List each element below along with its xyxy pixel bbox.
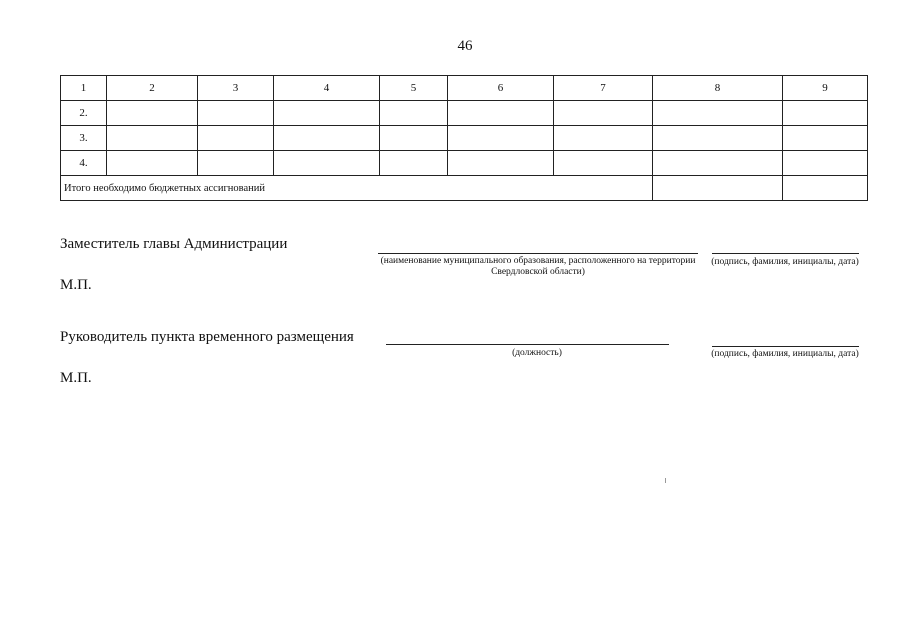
page-number: 46 [457, 38, 473, 54]
table-cell [448, 101, 554, 126]
table-cell [783, 176, 868, 201]
table-row [61, 101, 868, 126]
table-cell [380, 151, 448, 176]
table-cell [653, 126, 783, 151]
table-cell [274, 151, 380, 176]
table-cell [107, 101, 198, 126]
scan-speck [665, 478, 666, 483]
table-header-row [61, 76, 868, 101]
org-name-line [378, 253, 698, 254]
head-title: Руководитель пункта временного размещения [60, 329, 354, 345]
header-cell: 7 [554, 76, 653, 101]
table-cell [783, 126, 868, 151]
table-cell [554, 126, 653, 151]
header-cell: 1 [61, 76, 107, 101]
head-signature-caption: (подпись, фамилия, инициалы, дата) [711, 349, 859, 359]
table-cell [783, 101, 868, 126]
header-cell: 3 [198, 76, 274, 101]
header-cell: 4 [274, 76, 380, 101]
deputy-signature-caption: (подпись, фамилия, инициалы, дата) [711, 257, 859, 267]
row-number: 2. [61, 101, 107, 126]
table-cell [380, 126, 448, 151]
deputy-signature-line [712, 253, 859, 254]
table-cell [380, 101, 448, 126]
header-cell: 2 [107, 76, 198, 101]
total-label: Итого необходимо бюджетных ассигнований [61, 176, 653, 201]
deputy-stamp-mark: М.П. [60, 277, 92, 293]
deputy-title: Заместитель главы Администрации [60, 236, 288, 252]
table-total-row [61, 176, 868, 201]
table-cell [554, 151, 653, 176]
table-cell [198, 151, 274, 176]
table-cell [274, 101, 380, 126]
position-line [386, 344, 669, 345]
table-cell [653, 176, 783, 201]
table-cell [653, 101, 783, 126]
table-cell [198, 101, 274, 126]
head-stamp-mark: М.П. [60, 370, 92, 386]
org-name-caption: (наименование муниципального образования, расположенного на территории Свердловской области) [380, 256, 696, 277]
table-cell [274, 126, 380, 151]
table-row [61, 126, 868, 151]
table-cell [554, 101, 653, 126]
header-cell: 8 [653, 76, 783, 101]
table-cell [448, 126, 554, 151]
position-caption: (должность) [512, 348, 562, 358]
table-cell [107, 151, 198, 176]
table-cell [198, 126, 274, 151]
table-cell [448, 151, 554, 176]
table-cell [107, 126, 198, 151]
table-row [61, 151, 868, 176]
header-cell: 9 [783, 76, 868, 101]
table-cell [653, 151, 783, 176]
budget-table [60, 75, 868, 201]
header-cell: 6 [448, 76, 554, 101]
row-number: 3. [61, 126, 107, 151]
table-cell [783, 151, 868, 176]
head-signature-line [712, 346, 859, 347]
header-cell: 5 [380, 76, 448, 101]
row-number: 4. [61, 151, 107, 176]
